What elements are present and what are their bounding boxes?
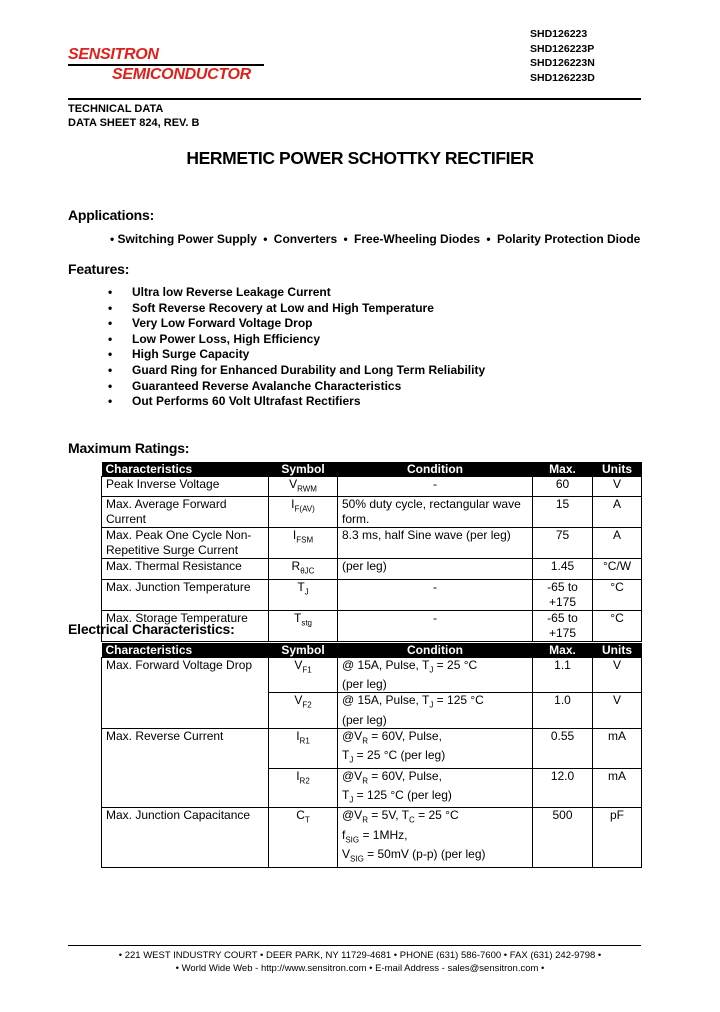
units-cell: V <box>593 658 642 693</box>
condition-cell: @ 15A, Pulse, $T_J = 125$ °C (per leg) <box>338 693 533 728</box>
column-header: Max. <box>533 462 593 477</box>
feature-item: • Ultra low Reverse Leakage Current <box>108 285 331 299</box>
char-cell: Max. Junction Temperature <box>102 579 269 610</box>
char-cell: Max. Junction Capacitance <box>102 808 269 867</box>
symbol-cell: $V_{F1}$ <box>269 658 338 693</box>
max-cell: 1.0 <box>533 693 593 728</box>
symbol-cell: $I_{R2}$ <box>269 768 338 808</box>
table-row <box>102 579 642 610</box>
char-cell: Max. Storage Temperature <box>102 610 269 641</box>
condition-cell: 50% duty cycle, rectangular wave form. <box>338 497 533 528</box>
table-row <box>102 559 642 579</box>
table-row <box>102 528 642 559</box>
units-cell: mA <box>593 728 642 768</box>
logo-text-sensitron: SENSITRON <box>68 46 159 63</box>
column-header: Units <box>593 462 642 477</box>
bullet: • <box>108 331 113 346</box>
max-cell: 12.0 <box>533 768 593 808</box>
application-item: Switching Power Supply <box>117 232 257 246</box>
column-header: Condition <box>338 643 533 658</box>
bullet: • <box>108 285 113 299</box>
logo-text-semiconductor: SEMICONDUCTOR <box>112 66 251 83</box>
feature-item: • Guaranteed Reverse Avalanche Characteristics <box>108 378 402 393</box>
footer-web: • World Wide Web - http://www.sensitron.com • E-mail Address - sales@sensitron.com • <box>175 963 545 974</box>
footer-rule <box>68 945 641 946</box>
column-header: Units <box>593 643 642 658</box>
bullet: • <box>108 316 113 331</box>
condition-cell: @ 15A, Pulse, $T_J = 25$ °C (per leg) <box>338 658 533 693</box>
units-cell: °C <box>593 610 642 641</box>
condition-cell: (per leg) <box>338 559 533 579</box>
condition-cell: - <box>338 477 533 497</box>
table-header-row <box>102 462 642 477</box>
bullet: • <box>108 362 113 377</box>
table-header-row <box>102 643 642 658</box>
feature-item: • Out Performs 60 Volt Ultrafast Rectifiers <box>108 394 361 409</box>
application-item: Polarity Protection Diode <box>496 232 641 246</box>
units-cell: A <box>593 528 642 559</box>
tech-data-block <box>68 102 199 130</box>
column-header: Symbol <box>269 462 338 477</box>
table-row <box>102 477 642 497</box>
max-ratings-heading: Maximum Ratings: <box>68 440 190 456</box>
condition-cell: $@V_R = 60V$, Pulse, $T_J = 25$ °C (per leg) <box>338 728 533 768</box>
column-header: Characteristics <box>102 643 269 658</box>
max-cell: 1.1 <box>533 658 593 693</box>
bullet: • <box>343 232 348 246</box>
char-cell: Max. Peak One Cycle Non-Repetitive Surge Current <box>102 528 269 559</box>
condition-cell: $@V_R = 5V$, $T_C = 25$ °C $f_{SIG} = 1MHz$, $V_{SIG} = 50mV$ (p-p) (per leg) <box>338 808 533 867</box>
char-cell: Max. Average Forward Current <box>102 497 269 528</box>
symbol-cell: $C_T$ <box>269 808 338 867</box>
max-ratings-table <box>101 462 642 642</box>
applications-list <box>110 232 640 246</box>
symbol-cell: $V_{RWM}$ <box>269 477 338 497</box>
feature-item: • Very Low Forward Voltage Drop <box>108 316 313 331</box>
symbol-cell: $I_{F(AV)}$ <box>269 497 338 528</box>
column-header: Condition <box>338 462 533 477</box>
footer-address: • 221 WEST INDUSTRY COURT • DEER PARK, NY 11729-4681 • PHONE (631) 586-7600 • FAX (631) 242-9798 • <box>118 950 602 961</box>
feature-item: • Soft Reverse Recovery at Low and High Temperature <box>108 300 434 315</box>
max-cell: -65 to +175 <box>533 579 593 610</box>
condition-cell: 8.3 ms, half Sine wave (per leg) <box>338 528 533 559</box>
column-header: Max. <box>533 643 593 658</box>
symbol-cell: $R_{\theta JC}$ <box>269 559 338 579</box>
units-cell: V <box>593 477 642 497</box>
table-row <box>102 497 642 528</box>
bullet: • <box>108 378 113 393</box>
features-list <box>108 285 485 410</box>
condition-cell: - <box>338 610 533 641</box>
char-cell: Peak Inverse Voltage <box>102 477 269 497</box>
table-row <box>102 658 642 693</box>
bullet: • <box>108 394 113 409</box>
max-cell: 0.55 <box>533 728 593 768</box>
bullet: • <box>263 232 268 246</box>
units-cell: °C <box>593 579 642 610</box>
symbol-cell: $I_{R1}$ <box>269 728 338 768</box>
features-heading: Features: <box>68 261 130 277</box>
symbol-cell: $I_{FSM}$ <box>269 528 338 559</box>
units-cell: A <box>593 497 642 528</box>
application-item: Converters <box>273 232 338 246</box>
table-row <box>102 808 642 867</box>
part-number: SHD126223 <box>530 28 588 40</box>
units-cell: mA <box>593 768 642 808</box>
applications-heading: Applications: <box>68 207 155 223</box>
bullet: • <box>110 232 115 246</box>
bullet: • <box>108 300 113 315</box>
application-item: Free-Wheeling Diodes <box>354 232 481 246</box>
max-cell: 500 <box>533 808 593 867</box>
feature-item: • High Surge Capacity <box>108 347 250 362</box>
bullet: • <box>486 232 491 246</box>
header-rule <box>68 98 641 100</box>
symbol-cell: $T_{stg}$ <box>269 610 338 641</box>
data-sheet-label: DATA SHEET 824, REV. B <box>68 117 200 129</box>
part-number: SHD126223D <box>530 71 595 84</box>
tech-data-label: TECHNICAL DATA <box>68 103 164 115</box>
units-cell: °C/W <box>593 559 642 579</box>
electrical-table <box>101 643 642 868</box>
char-cell: Max. Reverse Current <box>102 728 269 808</box>
part-number: SHD126223P <box>530 42 595 55</box>
bullet: • <box>108 347 113 362</box>
char-cell: Max. Forward Voltage Drop <box>102 658 269 729</box>
condition-cell: - <box>338 579 533 610</box>
units-cell: pF <box>593 808 642 867</box>
units-cell: V <box>593 693 642 728</box>
feature-item: • Low Power Loss, High Efficiency <box>108 331 321 346</box>
char-cell: Max. Thermal Resistance <box>102 559 269 579</box>
max-cell: -65 to +175 <box>533 610 593 641</box>
max-cell: 15 <box>533 497 593 528</box>
max-cell: 60 <box>533 477 593 497</box>
part-number: SHD126223N <box>530 57 595 69</box>
page-title: HERMETIC POWER SCHOTTKY RECTIFIER <box>186 148 534 168</box>
part-numbers <box>530 27 595 85</box>
column-header: Symbol <box>269 643 338 658</box>
feature-item: • Guard Ring for Enhanced Durability and Long Term Reliability <box>108 362 486 377</box>
max-cell: 75 <box>533 528 593 559</box>
column-header: Characteristics <box>102 462 269 477</box>
symbol-cell: $V_{F2}$ <box>269 693 338 728</box>
table-row <box>102 728 642 768</box>
symbol-cell: $T_J$ <box>269 579 338 610</box>
condition-cell: $@V_R = 60V$, Pulse, $T_J = 125$ °C (per leg) <box>338 768 533 808</box>
max-cell: 1.45 <box>533 559 593 579</box>
electrical-heading: Electrical Characteristics: <box>68 621 235 637</box>
